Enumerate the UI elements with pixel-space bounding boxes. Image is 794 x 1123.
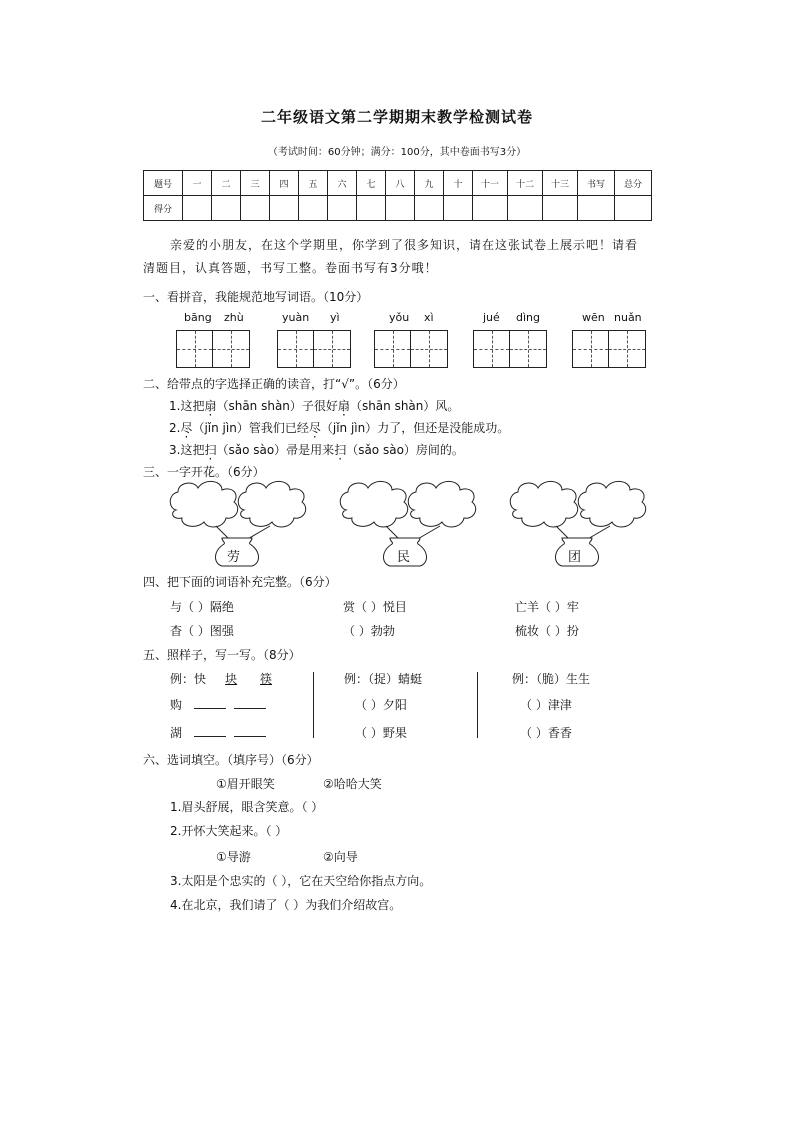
score-input-cell[interactable] [328,196,357,221]
word-option: ①眉开眼笑 [216,777,275,791]
exam-info: （考试时间：60分钟；满分：100分，其中卷面书写3分） [267,147,527,158]
score-input-cell[interactable] [183,196,212,221]
pinyin: dìng [516,311,540,324]
score-table-score-row [144,196,652,221]
table-cell: 十一 [473,171,508,196]
grid-cell[interactable] [411,331,447,367]
section-5-heading: 五、照样子，写一写。（8分） [143,648,301,662]
example-word: 块 [225,672,238,686]
table-cell: 九 [415,171,444,196]
score-input-cell[interactable] [508,196,543,221]
score-input-cell[interactable] [473,196,508,221]
grid-cell[interactable] [213,331,249,367]
score-input-cell[interactable] [212,196,241,221]
question-6-2[interactable]: 2.开怀大笑起来。（ ） [170,824,288,838]
score-input-cell[interactable] [299,196,328,221]
pinyin: zhù [224,311,244,324]
grid-cell[interactable] [510,331,546,367]
idiom-blank[interactable]: 赏（ ）悦目 [343,600,407,614]
writing-grid[interactable] [374,330,448,368]
pot-character-1: 劳 [227,550,241,565]
pinyin: yǒu [389,311,410,324]
question-2-1: 1.这把扇（shān shàn）子很好扇（shān shàn）风。 [169,399,460,413]
example-2: 例：（捉）蜻蜓 [344,672,423,686]
writing-grid[interactable] [277,330,351,368]
grid-cell[interactable] [609,331,645,367]
score-input-cell[interactable] [415,196,444,221]
score-input-cell[interactable] [578,196,615,221]
dotted-char: 尽 [308,421,321,435]
table-cell: 十 [444,171,473,196]
table-cell: 二 [212,171,241,196]
grid-cell[interactable] [278,331,314,367]
idiom-blank[interactable]: 杳（ ）图强 [170,624,234,638]
pot-character-3: 团 [568,550,582,565]
score-table-header-row [144,171,652,196]
table-cell: 得分 [144,196,183,221]
answer-row[interactable]: （ ）野果 [355,726,407,740]
question-2-3: 3.这把扫（sǎo sào）帚是用来扫（sǎo sào）房间的。 [169,443,464,457]
pinyin: nuǎn [614,311,642,324]
pinyin: jué [483,311,500,324]
grid-cell[interactable] [573,331,609,367]
table-cell: 一 [183,171,212,196]
pot-character-2: 民 [397,550,411,565]
idiom-blank[interactable]: 与（ ）隔绝 [170,600,234,614]
score-input-cell[interactable] [444,196,473,221]
grid-cell[interactable] [177,331,213,367]
grid-cell[interactable] [474,331,510,367]
question-6-3[interactable]: 3.太阳是个忠实的（ ），它在天空给你指点方向。 [170,874,432,888]
table-cell: 十三 [543,171,578,196]
section-4-heading: 四、把下面的词语补充完整。（6分） [143,575,337,589]
answer-row[interactable]: （ ）夕阳 [355,698,407,712]
pinyin: yì [330,311,340,324]
section-2-heading: 二、给带点的字选择正确的读音，打“√”。（6分） [143,377,405,391]
intro-line-1: 亲爱的小朋友，在这个学期里，你学到了很多知识，请在这张试卷上展示吧！请看 [170,238,639,252]
pinyin: xì [424,311,434,324]
dotted-char: 扫 [334,443,347,457]
example-3: 例：（脆）生生 [512,672,591,686]
dotted-char: 扇 [337,399,350,413]
section-6-heading: 六、选词填空。（填序号）（6分） [143,753,319,767]
question-2-2: 2.尽（jǐn jìn）管我们已经尽（jǐn jìn）力了，但还是没能成功。 [169,421,510,435]
score-input-cell[interactable] [241,196,270,221]
grid-cell[interactable] [314,331,350,367]
table-cell: 七 [357,171,386,196]
table-cell: 十二 [508,171,543,196]
answer-row[interactable]: 湖 [170,724,270,741]
table-cell: 书写 [578,171,615,196]
pinyin: yuàn [282,311,310,324]
table-cell: 总分 [615,171,652,196]
idiom-blank[interactable]: 梳妆（ ）扮 [515,624,579,638]
pinyin: bāng [184,311,212,324]
dotted-char: 扫 [204,443,217,457]
table-cell: 题号 [144,171,183,196]
score-input-cell[interactable] [386,196,415,221]
intro-line-2: 清题目，认真答题，书写工整。卷面书写有3分哦！ [143,261,438,275]
table-cell: 四 [270,171,299,196]
divider [477,672,478,738]
dotted-char: 尽 [180,421,193,435]
word-option: ②哈哈大笑 [323,777,382,791]
table-cell: 三 [241,171,270,196]
writing-grid[interactable] [176,330,250,368]
word-option: ①导游 [216,850,251,864]
idiom-blank[interactable]: 亡羊（ ）牢 [515,600,579,614]
score-input-cell[interactable] [543,196,578,221]
pinyin: wēn [582,311,605,324]
question-6-4[interactable]: 4.在北京，我们请了（ ）为我们介绍故宫。 [170,898,402,912]
score-table [143,170,652,221]
answer-row[interactable]: （ ）津津 [520,698,572,712]
table-cell: 六 [328,171,357,196]
word-option: ②向导 [323,850,358,864]
example-1: 例：快 块 筷 [170,672,273,686]
page-title: 二年级语文第二学期期末教学检测试卷 [260,108,533,126]
score-input-cell[interactable] [615,196,652,221]
table-cell: 五 [299,171,328,196]
score-input-cell[interactable] [357,196,386,221]
dotted-char: 扇 [204,399,217,413]
writing-grid[interactable] [572,330,646,368]
question-6-1[interactable]: 1.眉头舒展，眼含笑意。（ ） [170,800,324,814]
score-input-cell[interactable] [270,196,299,221]
divider [313,672,314,738]
writing-grid[interactable] [473,330,547,368]
section-3-heading: 三、一字开花。（6分） [143,465,265,479]
answer-row[interactable]: 购 [170,696,270,713]
idiom-blank[interactable]: （ ）勃勃 [343,624,395,638]
answer-row[interactable]: （ ）香香 [520,726,572,740]
section-1-heading: 一、看拼音，我能规范地写词语。（10分） [143,290,369,304]
table-cell: 八 [386,171,415,196]
example-word: 筷 [260,672,273,686]
grid-cell[interactable] [375,331,411,367]
